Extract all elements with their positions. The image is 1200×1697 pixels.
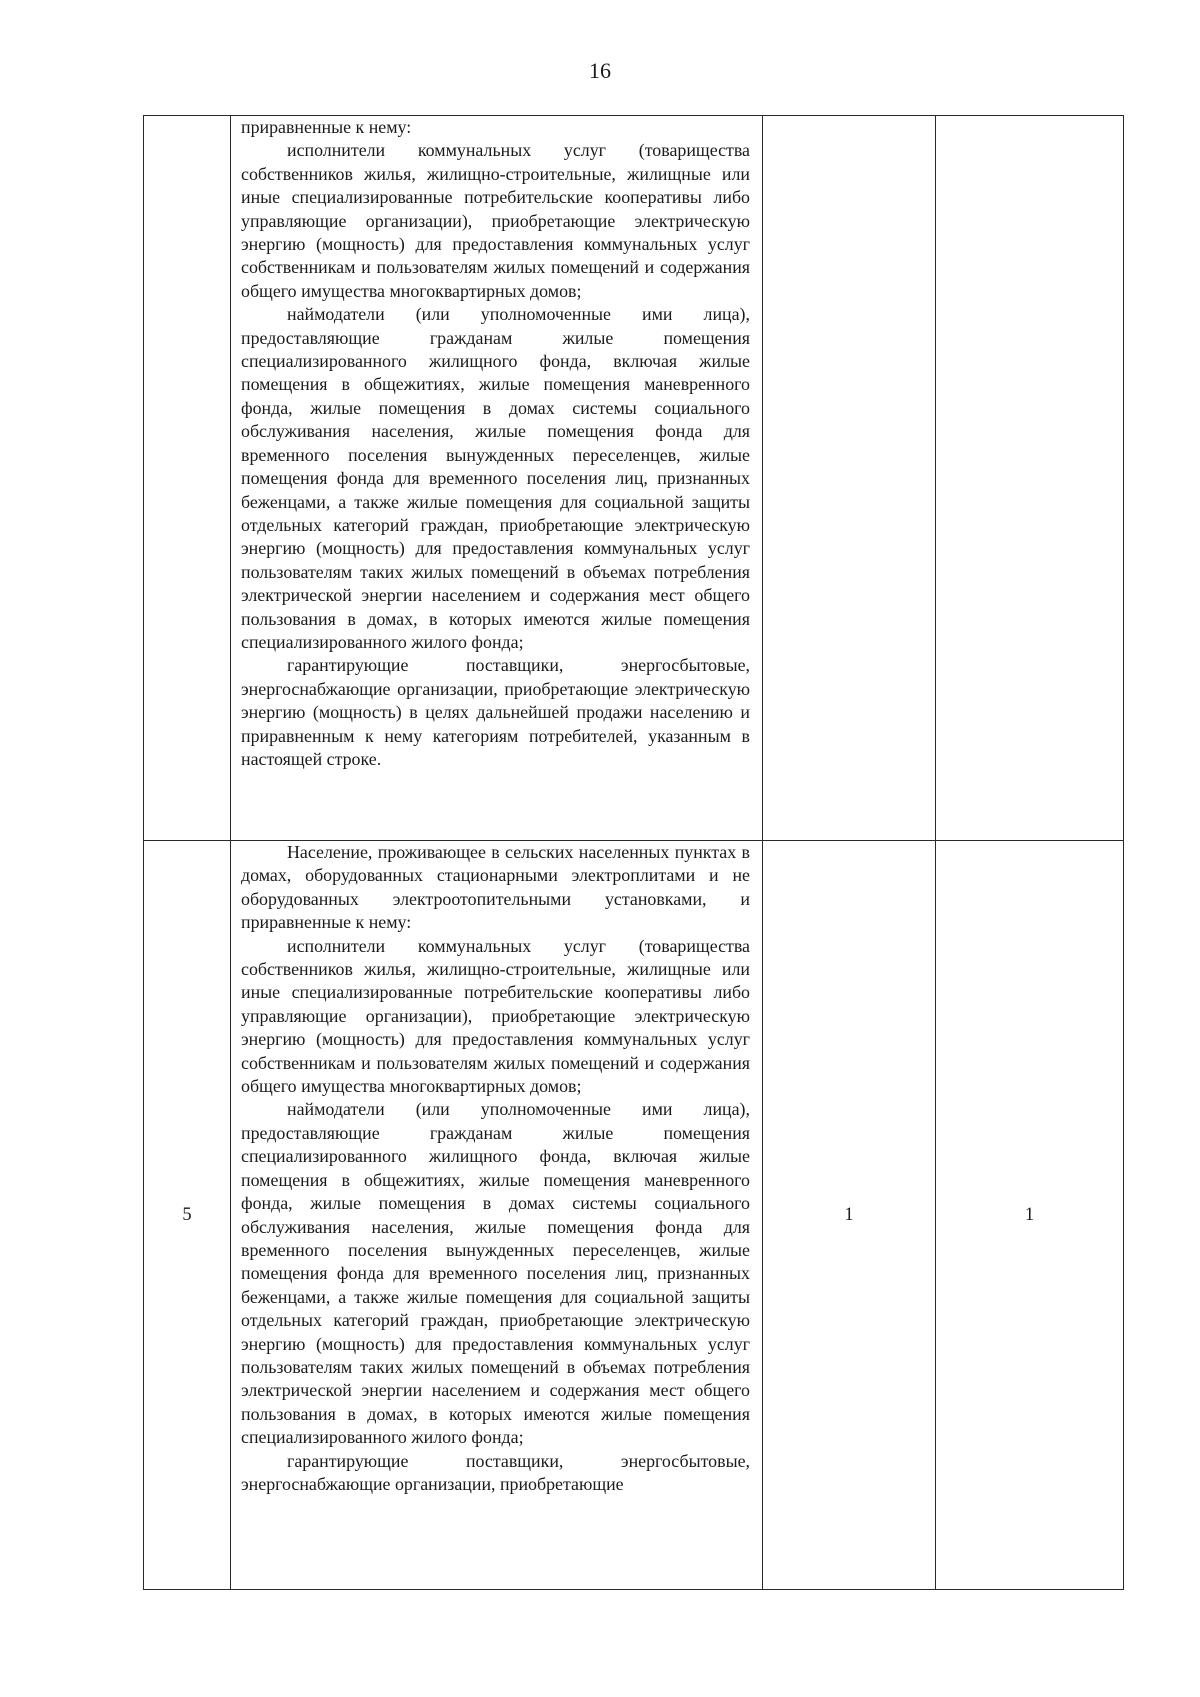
description-paragraph: наймодатели (или уполномоченные ими лица), предоставляющие гражданам жилые помещения специализированного жилищного фонда, включая жилые помещения в общежитиях, жилые помещения маневренного фонда, жилые помещения в домах системы социального обслуживания населения, жилые помещения фонда для временного поселения вынужденных переселенцев, жилые помещения фонда для временного поселения лиц, признанных беженцами, а также жилые помещения для социальной защиты отдельных категорий граждан, приобретающие электрическую энергию (мощность) для предоставления коммунальных услуг пользователям таких жилых помещений в объемах потребления электрической энергии населением и содержания мест общего пользования в домах, в которых имеются жилые помещения специализированного жилого фонда;	[241, 1099, 750, 1448]
row-description-cell	[231, 116, 763, 841]
description-paragraph: исполнители коммунальных услуг (товарищества собственников жилья, жилищно-строительные, жилищные или иные специализированные потребительские кооперативы либо управляющие организации), приобретающие электрическую энергию (мощность) для предоставления коммунальных услуг собственникам и пользователям жилых помещений и содержания общего имущества многоквартирных домов;	[241, 935, 750, 1097]
page-number: 16	[589, 58, 611, 83]
description-paragraph: приравненные к нему:	[241, 117, 412, 137]
table-row	[144, 841, 1124, 1590]
table-row	[144, 116, 1124, 841]
tariff-table	[143, 115, 1124, 1590]
description-paragraph: исполнители коммунальных услуг (товарищества собственников жилья, жилищно-строительные, жилищные или иные специализированные потребительские кооперативы либо управляющие организации), приобретающие электрическую энергию (мощность) для предоставления коммунальных услуг собственникам и пользователям жилых помещений и содержания общего имущества многоквартирных домов;	[241, 140, 750, 301]
row-description-cell	[231, 841, 763, 1590]
description-paragraph: гарантирующие поставщики, энергосбытовые, энергоснабжающие организации, приобретающие электрическую энергию (мощность) в целях дальнейшей продажи населению и приравненным к нему категориям потребителей, указанным в настоящей строке.	[241, 655, 750, 769]
row-number-cell	[144, 116, 231, 841]
value-cell-1	[763, 116, 936, 841]
description-paragraph: гарантирующие поставщики, энергосбытовые, энергоснабжающие организации, приобретающие	[241, 1450, 750, 1494]
description-paragraph: Население, проживающее в сельских населенных пунктах в домах, оборудованных стационарными электроплитами и не оборудованных электроотопительными установками, и приравненные к нему:	[241, 842, 750, 933]
row-number-cell: 5	[144, 841, 231, 1590]
value-cell-1: 1	[763, 841, 936, 1590]
value-cell-2	[936, 116, 1124, 841]
value-cell-2: 1	[936, 841, 1124, 1590]
description-paragraph: наймодатели (или уполномоченные ими лица), предоставляющие гражданам жилые помещения специализированного жилищного фонда, включая жилые помещения в общежитиях, жилые помещения маневренного фонда, жилые помещения в домах системы социального обслуживания населения, жилые помещения фонда для временного поселения вынужденных переселенцев, жилые помещения фонда для временного поселения лиц, признанных беженцами, а также жилые помещения для социальной защиты отдельных категорий граждан, приобретающие электрическую энергию (мощность) для предоставления коммунальных услуг пользователям таких жилых помещений в объемах потребления электрической энергии населением и содержания мест общего пользования в домах, в которых имеются жилые помещения специализированного жилого фонда;	[241, 304, 750, 652]
